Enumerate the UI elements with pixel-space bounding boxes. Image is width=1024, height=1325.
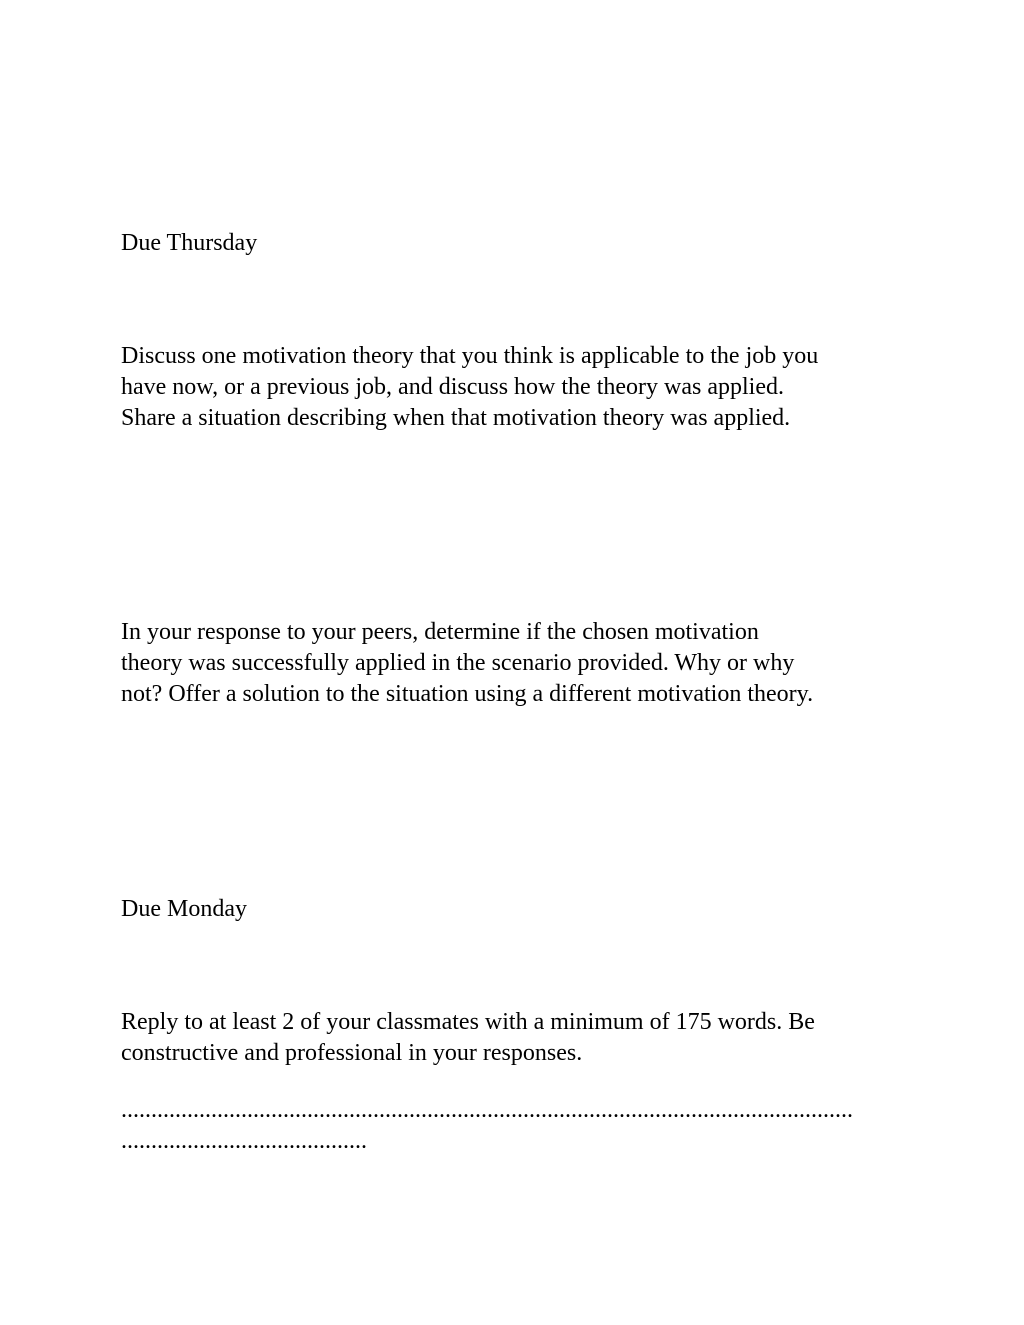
- paragraph-line: Reply to at least 2 of your classmates with a minimum of 175 words. Be: [121, 1009, 815, 1035]
- paragraph-line: Discuss one motivation theory that you think is applicable to the job you: [121, 343, 819, 369]
- paragraph-line: In your response to your peers, determine if the chosen motivation: [121, 619, 759, 645]
- discussion-prompt-paragraph: [121, 341, 911, 434]
- dotted-separator: [121, 1095, 911, 1157]
- due-monday-text: Due Monday: [121, 896, 247, 922]
- paragraph-line: Share a situation describing when that motivation theory was applied.: [121, 405, 791, 431]
- paragraph-line: theory was successfully applied in the scenario provided. Why or why: [121, 650, 795, 676]
- paragraph-line: not? Offer a solution to the situation using a different motivation theory.: [121, 681, 814, 707]
- paragraph-line: constructive and professional in your responses.: [121, 1040, 583, 1066]
- due-thursday-text: Due Thursday: [121, 230, 258, 256]
- due-thursday-heading: [121, 228, 911, 259]
- paragraph-line: have now, or a previous job, and discuss how the theory was applied.: [121, 374, 784, 400]
- dotted-line: .........................................: [121, 1128, 367, 1154]
- peer-response-paragraph: [121, 617, 911, 710]
- dotted-line: ..........................................................................................................................: [121, 1097, 853, 1123]
- reply-instructions-paragraph: [121, 1007, 911, 1069]
- due-monday-heading: [121, 894, 911, 925]
